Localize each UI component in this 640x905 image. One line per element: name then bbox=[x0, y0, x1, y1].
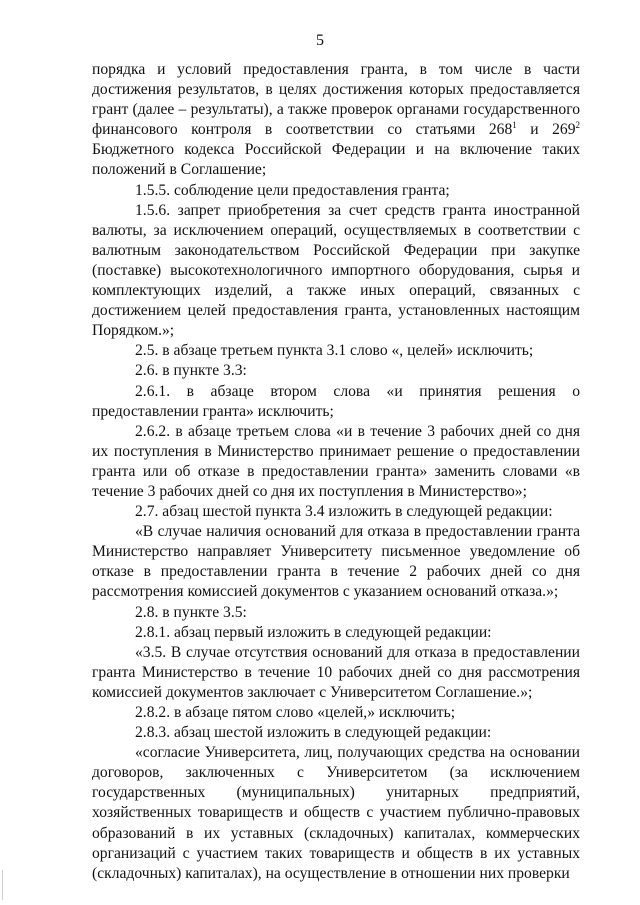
paragraph-continuation bbox=[92, 60, 580, 181]
paragraph-2-7: 2.7. абзац шестой пункта 3.4 изложить в следующей редакции: bbox=[135, 503, 553, 521]
paragraph-text-part: и 269 bbox=[516, 121, 576, 139]
superscript-2: 2 bbox=[575, 120, 580, 131]
paragraph-2-6-2: 2.6.2. в абзаце третьем слова «и в течение 3 рабочих дней со дня их поступления в Министерство принимает решение о предоставлении гранта или об отказе в предоставлении гранта» заменить словами «в течение 3 рабочих дней со дня их поступления в Министерство»; bbox=[92, 422, 580, 500]
paragraph-2-8-1: 2.8.1. абзац первый изложить в следующей редакции: bbox=[135, 623, 492, 641]
paragraph-2-5: 2.5. в абзаце третьем пункта 3.1 слово «, целей» исключить; bbox=[135, 342, 534, 360]
page-number: 5 bbox=[316, 32, 324, 49]
paragraph-text-part: Бюджетного кодекса Российской Федерации и на включение таких положений в Соглашение; bbox=[92, 141, 580, 179]
paragraph-2-6-1: 2.6.1. в абзаце втором слова «и принятия решения о предоставлении гранта» исключить; bbox=[92, 382, 580, 420]
document-body bbox=[92, 60, 580, 884]
superscript-1: 1 bbox=[512, 120, 517, 131]
paragraph-quote-consent: «согласие Университета, лиц, получающих средства на основании договоров, заключенных с Университетом (за исключением государственных (муниципальных) унитарных предприятий, хозяйственных товариществ и обществ с участием публично-правовых образований в их уставных (складочных) капиталах, коммерческих организаций с участием таких товариществ и обществ в их уставных (складочных) капиталах), на осуществление в отношении них проверки bbox=[92, 744, 580, 882]
paragraph-text-part: порядка и условий предоставления гранта, в том числе в части достижения результатов, в целях достижения которых предоставляется грант (далее – результаты), а также проверок органами государственного финансового контроля в соответствии со статьями 268 bbox=[92, 61, 580, 139]
scan-edge-mark bbox=[2, 870, 3, 900]
paragraph-quote-refusal: «В случае наличия оснований для отказа в предоставлении гранта Министерство направляет Университету письменное уведомление об отказе в предоставлении гранта в течение 2 рабочих дней со дня рассмотрения комиссией документов с указанием оснований отказа.»; bbox=[92, 523, 580, 601]
paragraph-1-5-6: 1.5.6. запрет приобретения за счет средств гранта иностранной валюты, за исключением операций, осуществляемых в соответствии с валютным законодательством Российской Федерации при закупке (поставке) высокотехнологичного импортного оборудования, сырья и комплектующих изделий, а также иных операций, связанных с достижением целей предоставления гранта, установленных настоящим Порядком.»; bbox=[92, 201, 580, 340]
paragraph-2-6: 2.6. в пункте 3.3: bbox=[135, 362, 247, 380]
paragraph-1-5-5: 1.5.5. соблюдение цели предоставления гранта; bbox=[135, 181, 450, 199]
paragraph-2-8-3: 2.8.3. абзац шестой изложить в следующей редакции: bbox=[135, 724, 492, 742]
paragraph-2-8: 2.8. в пункте 3.5: bbox=[135, 603, 247, 621]
paragraph-quote-3-5: «3.5. В случае отсутствия оснований для отказа в предоставлении гранта Министерство в течение 10 рабочих дней со дня рассмотрения комиссией документов заключает с Университетом Соглашение.»; bbox=[92, 643, 580, 701]
paragraph-2-8-2: 2.8.2. в абзаце пятом слово «целей,» исключить; bbox=[135, 704, 456, 721]
